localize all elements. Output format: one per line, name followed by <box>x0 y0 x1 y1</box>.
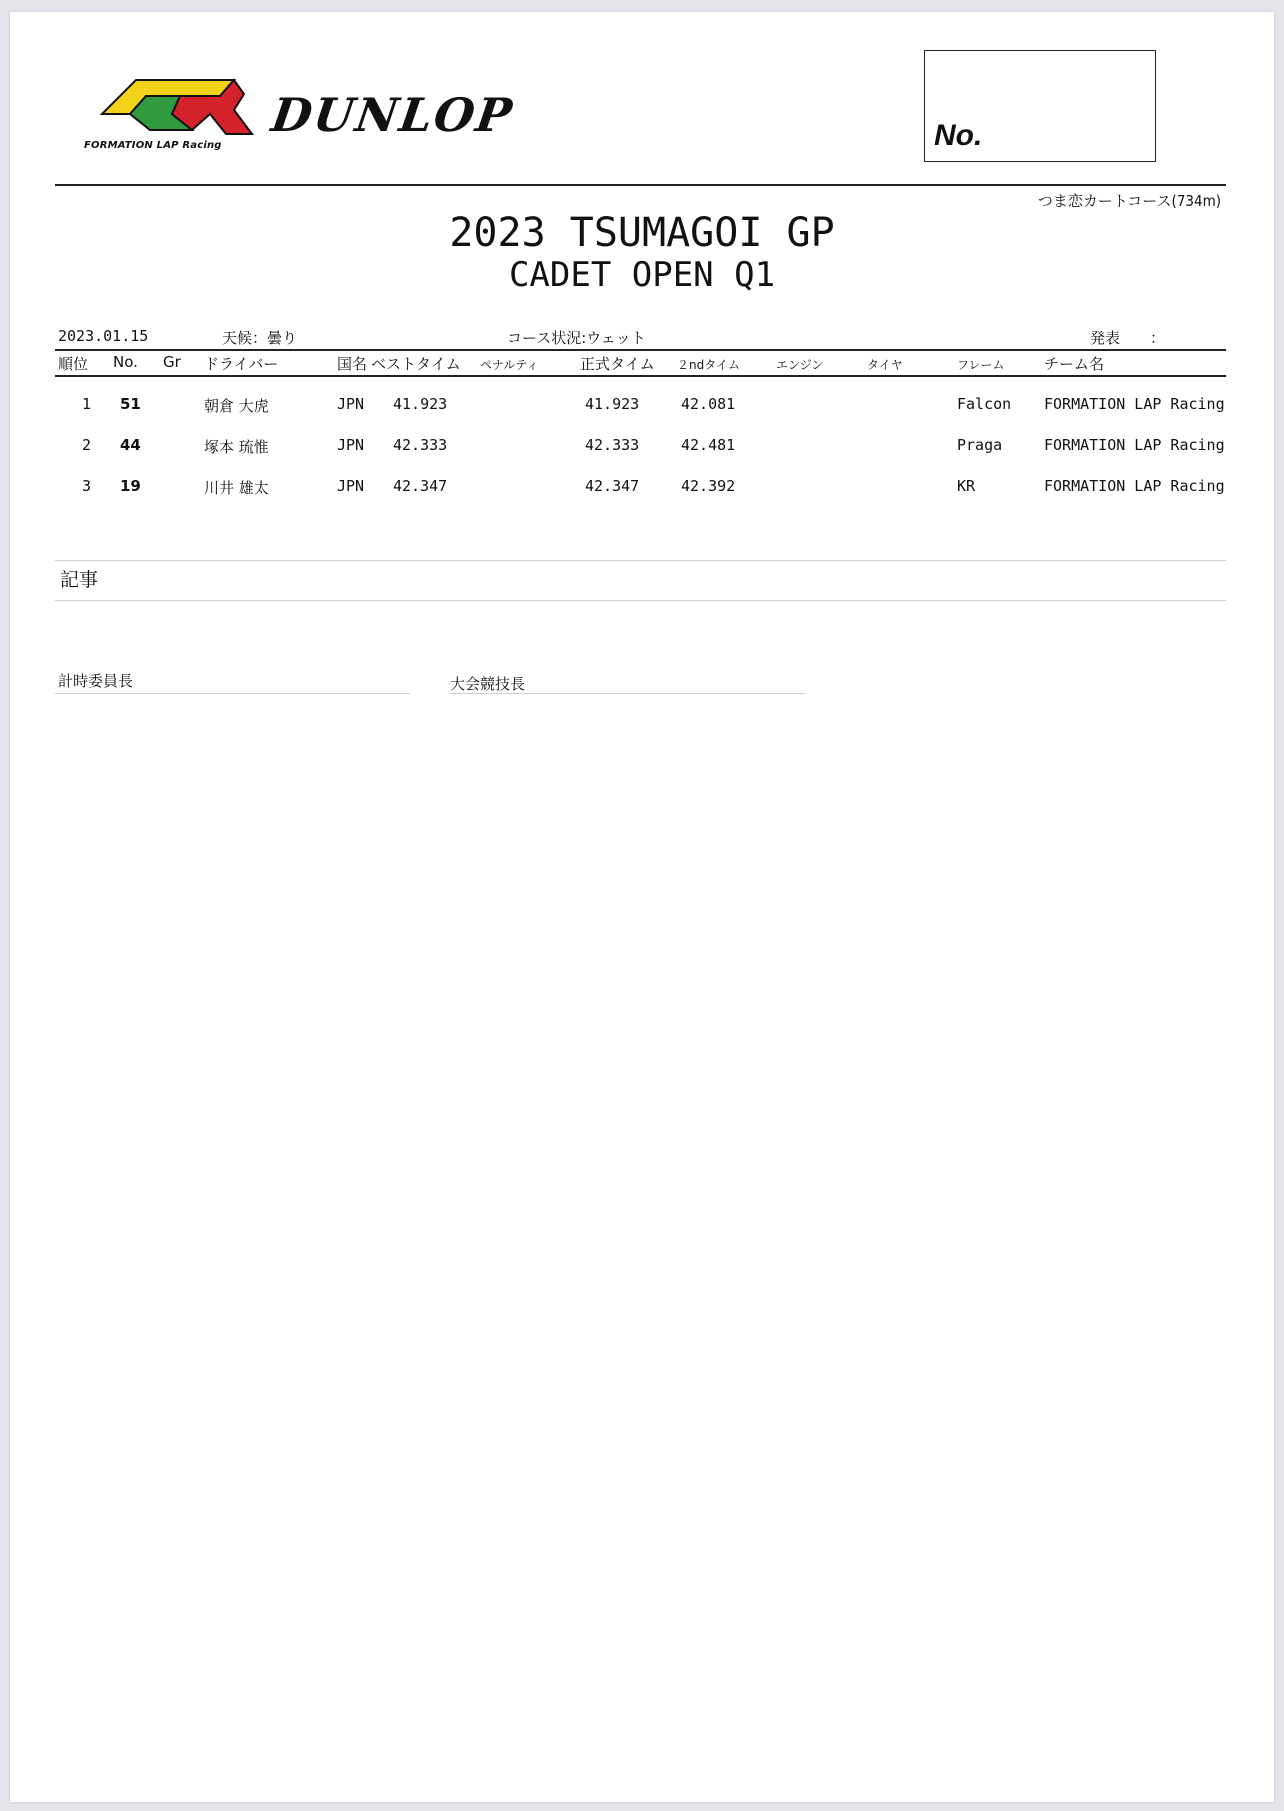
row-official-time: 42.333 <box>585 436 640 454</box>
row-no: 19 <box>120 477 141 495</box>
row-best-time: 41.923 <box>393 395 448 413</box>
col-rank: 順位 <box>58 355 89 373</box>
row-team: FORMATION LAP Racing <box>1044 436 1225 454</box>
table-top-rule <box>55 349 1226 351</box>
notes-bottom-rule <box>55 600 1226 601</box>
col-best-time: ベストタイム <box>371 355 461 373</box>
row-country: JPN <box>337 477 365 495</box>
event-title: 2023 TSUMAGOI GP <box>449 210 835 256</box>
row-driver: 塚本 琉惟 <box>204 438 269 456</box>
course-name: つま恋カートコース(734m) <box>1037 192 1221 210</box>
col-team: チーム名 <box>1044 355 1105 373</box>
col-engine: エンジン <box>776 358 824 372</box>
header-rule <box>55 184 1226 186</box>
row-country: JPN <box>337 436 365 454</box>
col-gr: Gr <box>163 353 181 371</box>
row-second-time: 42.481 <box>681 436 736 454</box>
row-no: 51 <box>120 395 141 413</box>
notes-top-rule <box>55 560 1226 561</box>
race-date: 2023.01.15 <box>58 327 149 345</box>
race-director-label: 大会競技長 <box>450 675 526 693</box>
dunlop-logo: DUNLOP <box>268 88 517 142</box>
race-director-signature-line <box>450 693 805 694</box>
row-best-time: 42.347 <box>393 477 448 495</box>
notes-label: 記事 <box>60 569 99 591</box>
announcement-time: 発表 ： <box>1090 329 1166 347</box>
row-second-time: 42.081 <box>681 395 736 413</box>
row-driver: 朝倉 大虎 <box>204 397 269 415</box>
number-box-label: No. <box>934 119 983 152</box>
row-official-time: 41.923 <box>585 395 640 413</box>
row-country: JPN <box>337 395 365 413</box>
col-frame: フレーム <box>957 358 1005 372</box>
col-tire: タイヤ <box>867 358 903 372</box>
col-penalty: ペナルティ <box>480 358 539 372</box>
col-official-time: 正式タイム <box>580 355 655 373</box>
row-team: FORMATION LAP Racing <box>1044 395 1225 413</box>
col-country: 国名 <box>337 355 368 373</box>
col-second-time: ２ndタイム <box>677 358 740 372</box>
row-frame: KR <box>957 477 976 495</box>
number-box <box>924 50 1156 162</box>
session-title: CADET OPEN Q1 <box>508 255 776 295</box>
row-second-time: 42.392 <box>681 477 736 495</box>
timing-chief-signature-line <box>55 693 410 694</box>
col-no: No. <box>113 353 138 371</box>
logo-caption: FORMATION LAP Racing <box>84 140 222 151</box>
timing-chief-label: 計時委員長 <box>58 672 134 690</box>
row-rank: 1 <box>82 395 92 413</box>
row-team: FORMATION LAP Racing <box>1044 477 1225 495</box>
row-frame: Praga <box>957 436 1003 454</box>
row-frame: Falcon <box>957 395 1012 413</box>
row-no: 44 <box>120 436 141 454</box>
row-official-time: 42.347 <box>585 477 640 495</box>
course-condition: コース状況:ウェット <box>507 329 646 347</box>
result-sheet <box>10 12 1274 1802</box>
col-driver: ドライバー <box>204 355 279 373</box>
row-rank: 3 <box>82 477 92 495</box>
row-best-time: 42.333 <box>393 436 448 454</box>
row-driver: 川井 雄太 <box>204 479 269 497</box>
row-rank: 2 <box>82 436 92 454</box>
table-header-rule <box>55 375 1226 377</box>
weather: 天候：曇り <box>222 329 298 347</box>
